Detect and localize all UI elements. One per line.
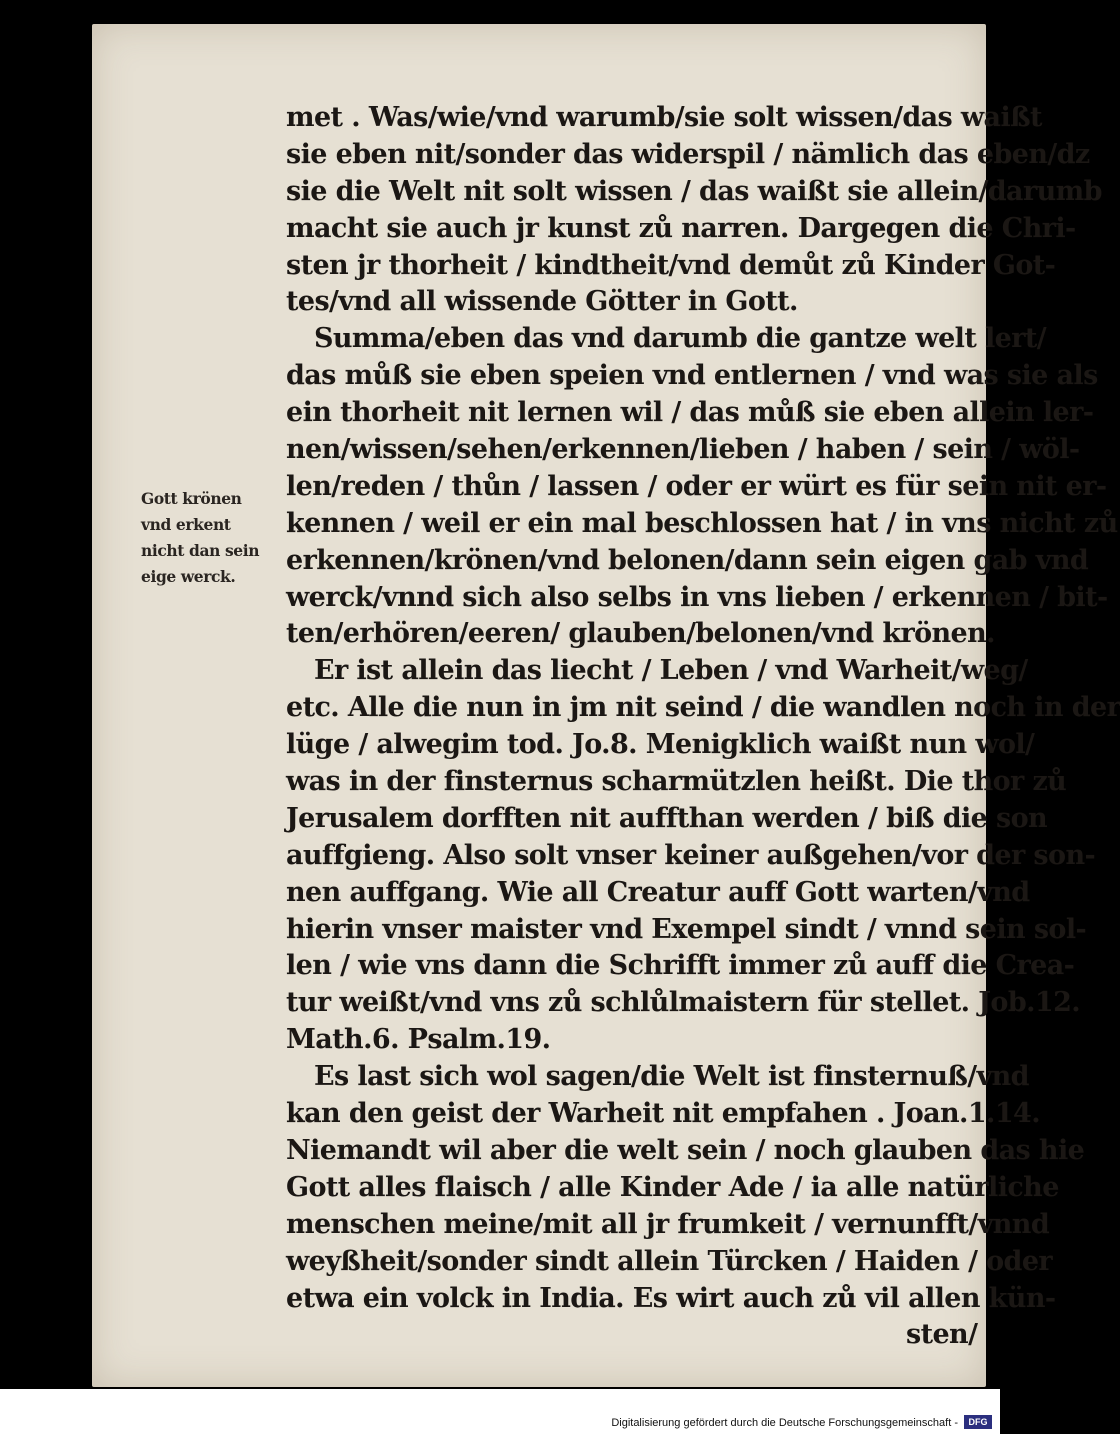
text-line: nen/wissen/sehen/erkennen/lieben / haben / sein / wöl-	[286, 434, 1080, 466]
text-line: Es last sich wol sagen/die Welt ist finsternuß/vnd	[314, 1061, 1029, 1093]
text-line: ten/erhören/eeren/ glauben/belonen/vnd krönen.	[286, 618, 995, 650]
text-line: Gott alles flaisch / alle Kinder Ade / ia alle natürliche	[286, 1171, 1059, 1203]
margin-note-line: eige werck.	[141, 567, 236, 586]
text-line: kan den geist der Warheit nit empfahen . Joan.1.14.	[286, 1098, 1041, 1130]
text-line: met . Was/wie/vnd warumb/sie solt wissen/das waißt	[286, 102, 1042, 133]
text-line: tes/vnd all wissende Götter in Gott.	[286, 286, 798, 318]
main-text-block	[286, 100, 1120, 1354]
dfg-logo-icon: DFG	[964, 1415, 992, 1429]
text-line: nen auffgang. Wie all Creatur auff Gott warten/vnd	[286, 876, 1030, 908]
text-line: Summa/eben das vnd darumb die gantze welt lert/	[314, 323, 1046, 355]
text-line: macht sie auch jr kunst zů narren. Dargegen die Chri-	[286, 212, 1076, 244]
text-line: etwa ein volck in India. Es wirt auch zů vil allen kün-	[286, 1282, 1056, 1314]
text-line: erkennen/krönen/vnd belonen/dann sein eigen gab vnd	[286, 544, 1089, 576]
text-line: weyßheit/sonder sindt allein Türcken / Haiden / oder	[286, 1245, 1053, 1277]
text-line: sie die Welt nit solt wissen / das waißt sie allein/darumb	[286, 175, 1102, 207]
funding-credit: Digitalisierung gefördert durch die Deutsche Forschungsgemeinschaft -	[611, 1417, 958, 1429]
text-line: tur weißt/vnd vns zů schlůlmaistern für stellet. Job.12.	[286, 987, 1081, 1019]
margin-note-line: Gott krönen	[141, 489, 242, 508]
text-line: len / wie vns dann die Schrifft immer zů auff die Crea-	[286, 950, 1075, 982]
text-line: ein thorheit nit lernen wil / das můß sie eben allein ler-	[286, 397, 1094, 429]
margin-note-line: vnd erkent	[141, 515, 231, 534]
text-line: sie eben nit/sonder das widerspil / nämlich das eben/dz	[286, 138, 1090, 170]
text-line: Jerusalem dorfften nit auffthan werden / biß die son	[286, 802, 1048, 834]
text-line: hierin vnser maister vnd Exempel sindt / vnnd sein sol-	[286, 913, 1087, 945]
text-line: lüge / alwegim tod. Jo.8. Menigklich waißt nun wol/	[286, 729, 1035, 761]
text-line: Er ist allein das liecht / Leben / vnd Warheit/weg/	[314, 655, 1028, 687]
text-line: werck/vnnd sich also selbs in vns lieben / erkennen / bit-	[286, 581, 1108, 613]
text-line: was in der finsternus scharmützlen heißt. Die thor zů	[286, 766, 1067, 798]
margin-note-line: nicht dan sein	[141, 541, 260, 560]
text-line: Niemandt wil aber die welt sein / noch glauben das hie	[286, 1134, 1085, 1166]
text-line: sten/	[906, 1319, 978, 1351]
footer-bar	[0, 1389, 1000, 1434]
text-line: etc. Alle die nun in jm nit seind / die wandlen noch in der	[286, 692, 1120, 724]
text-line: sten jr thorheit / kindtheit/vnd demůt zů Kinder Got-	[286, 249, 1056, 281]
text-line: kennen / weil er ein mal beschlossen hat / in vns nicht zů	[286, 507, 1118, 539]
text-line: auffgieng. Also solt vnser keiner außgehen/vor der son-	[286, 839, 1096, 871]
margin-note	[141, 486, 281, 590]
text-line: Math.6. Psalm.19.	[286, 1024, 551, 1056]
text-line: len/reden / thůn / lassen / oder er würt es für sein nit er-	[286, 470, 1107, 502]
text-line: menschen meine/mit all jr frumkeit / vernunfft/vnnd	[286, 1208, 1050, 1240]
text-line: das můß sie eben speien vnd entlernen / vnd was sie als	[286, 360, 1098, 392]
